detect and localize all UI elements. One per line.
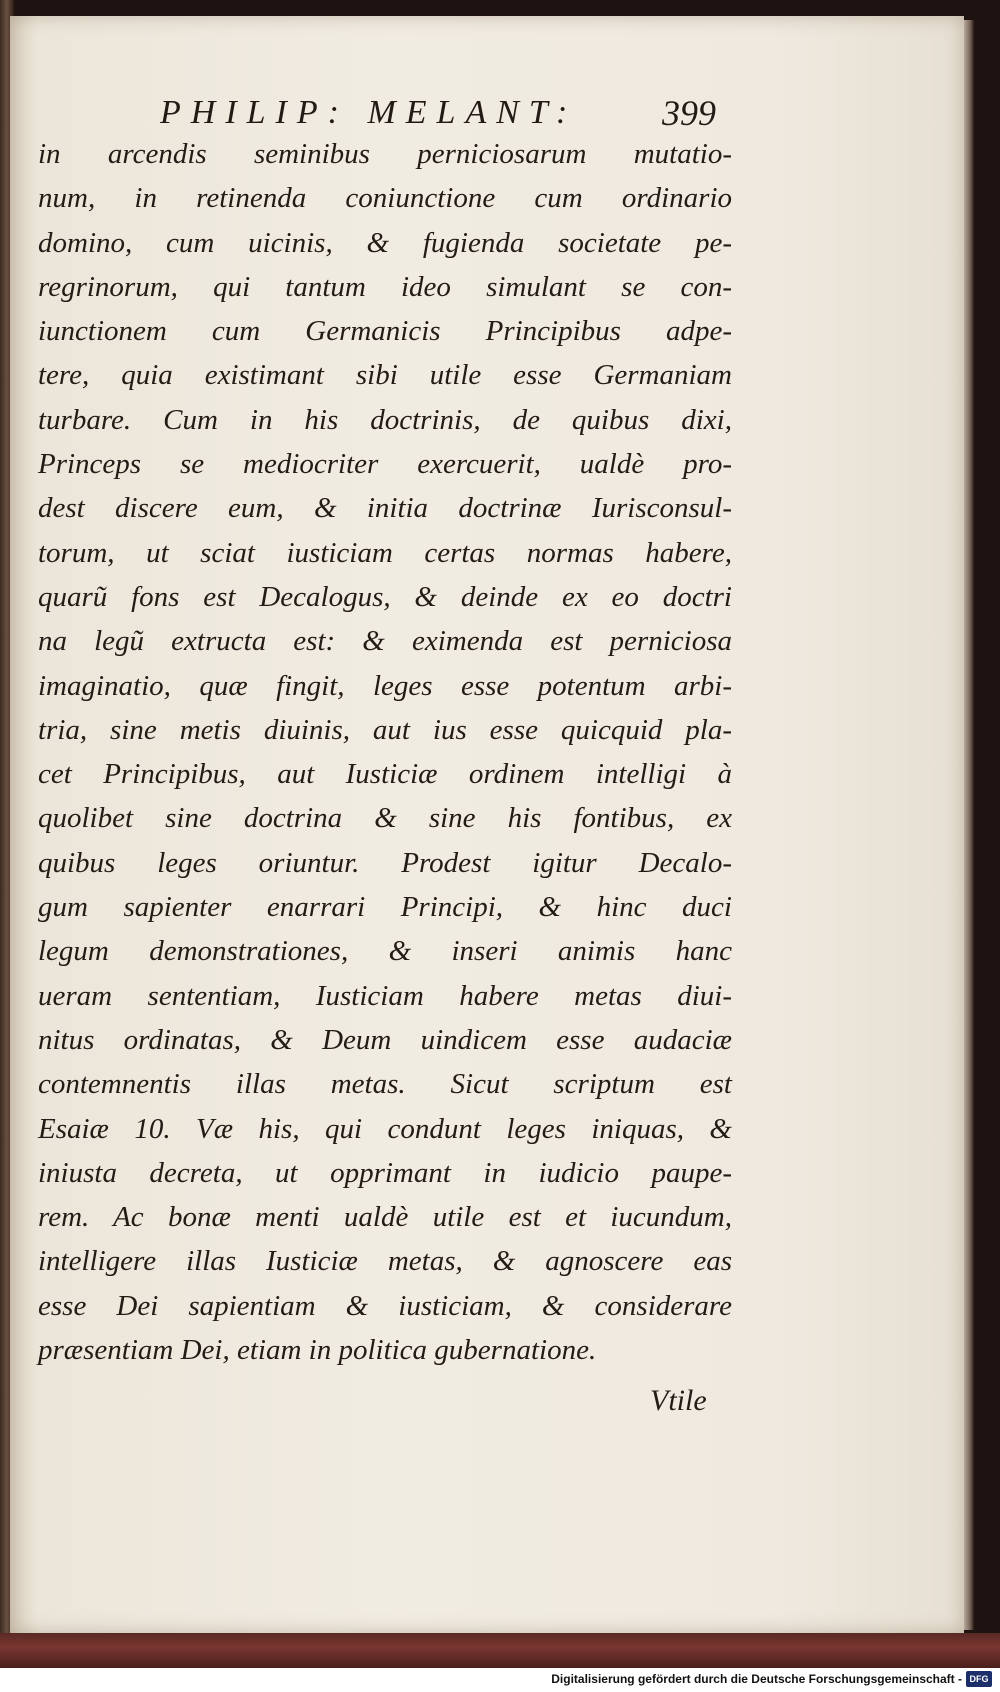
footer-bar xyxy=(0,1668,1000,1692)
text-line: turbare. Cum in his doctrinis, de quibus dixi, xyxy=(38,403,732,436)
text-line: esse Dei sapientiam & iusticiam, & considerare xyxy=(38,1289,732,1322)
text-line: iunctionem cum Germanicis Principibus adpe- xyxy=(38,315,732,348)
dfg-logo-icon: DFG xyxy=(966,1671,992,1687)
binding-edge xyxy=(0,1633,1000,1668)
text-line: domino, cum uicinis, & fugienda societate pe- xyxy=(38,226,732,259)
text-line: in arcendis seminibus perniciosarum mutatio- xyxy=(38,138,732,170)
text-line: gum sapienter enarrari Principi, & hinc duci xyxy=(38,891,732,924)
text-line: quarũ fons est Decalogus, & deinde ex eo doctri xyxy=(38,580,732,613)
text-line: tere, quia existimant sibi utile esse Germaniam xyxy=(38,359,732,392)
text-line: contemnentis illas metas. Sicut scriptum est xyxy=(38,1068,732,1101)
text-line: quolibet sine doctrina & sine his fontibus, ex xyxy=(38,802,732,835)
text-line: iniusta decreta, ut opprimant in iudicio paupe- xyxy=(38,1156,732,1189)
funding-credit: Digitalisierung gefördert durch die Deutsche Forschungsgemeinschaft - xyxy=(551,1672,962,1686)
page-number: 399 xyxy=(662,93,716,133)
text-line: quibus leges oriuntur. Prodest igitur Decalo- xyxy=(38,846,732,879)
running-head: PHILIP: MELANT: xyxy=(160,94,578,131)
text-line: num, in retinenda coniunctione cum ordinario xyxy=(38,182,732,215)
text-line: rem. Ac bonæ menti ualdè utile est et iucundum, xyxy=(38,1201,732,1234)
text-line: Princeps se mediocriter exercuerit, ualdè pro- xyxy=(38,448,732,481)
catchword: Vtile xyxy=(650,1384,707,1417)
text-line: tria, sine metis diuinis, aut ius esse quicquid pla- xyxy=(38,713,732,746)
page-header xyxy=(10,76,964,136)
text-line: torum, ut sciat iusticiam certas normas habere, xyxy=(38,536,732,569)
text-line: imaginatio, quæ fingit, leges esse potentum arbi- xyxy=(38,669,732,702)
page-edge xyxy=(964,20,974,1630)
text-line: intelligere illas Iusticiæ metas, & agnoscere eas xyxy=(38,1245,732,1278)
text-line: præsentiam Dei, etiam in politica gubernatione. xyxy=(38,1334,597,1367)
body-text xyxy=(38,132,732,1372)
text-line: Esaiæ 10. Væ his, qui condunt leges iniquas, & xyxy=(38,1112,732,1145)
book-page xyxy=(10,16,964,1633)
text-line: ueram sententiam, Iusticiam habere metas diui- xyxy=(38,979,732,1012)
text-line: regrinorum, qui tantum ideo simulant se con- xyxy=(38,270,732,303)
text-line: nitus ordinatas, & Deum uindicem esse audaciæ xyxy=(38,1023,732,1056)
text-line: dest discere eum, & initia doctrinæ Iurisconsul- xyxy=(38,492,732,525)
text-line: legum demonstrationes, & inseri animis hanc xyxy=(38,935,732,968)
text-line: cet Principibus, aut Iusticiæ ordinem intelligi à xyxy=(38,758,732,791)
text-line: na legũ extructa est: & eximenda est perniciosa xyxy=(38,625,732,658)
